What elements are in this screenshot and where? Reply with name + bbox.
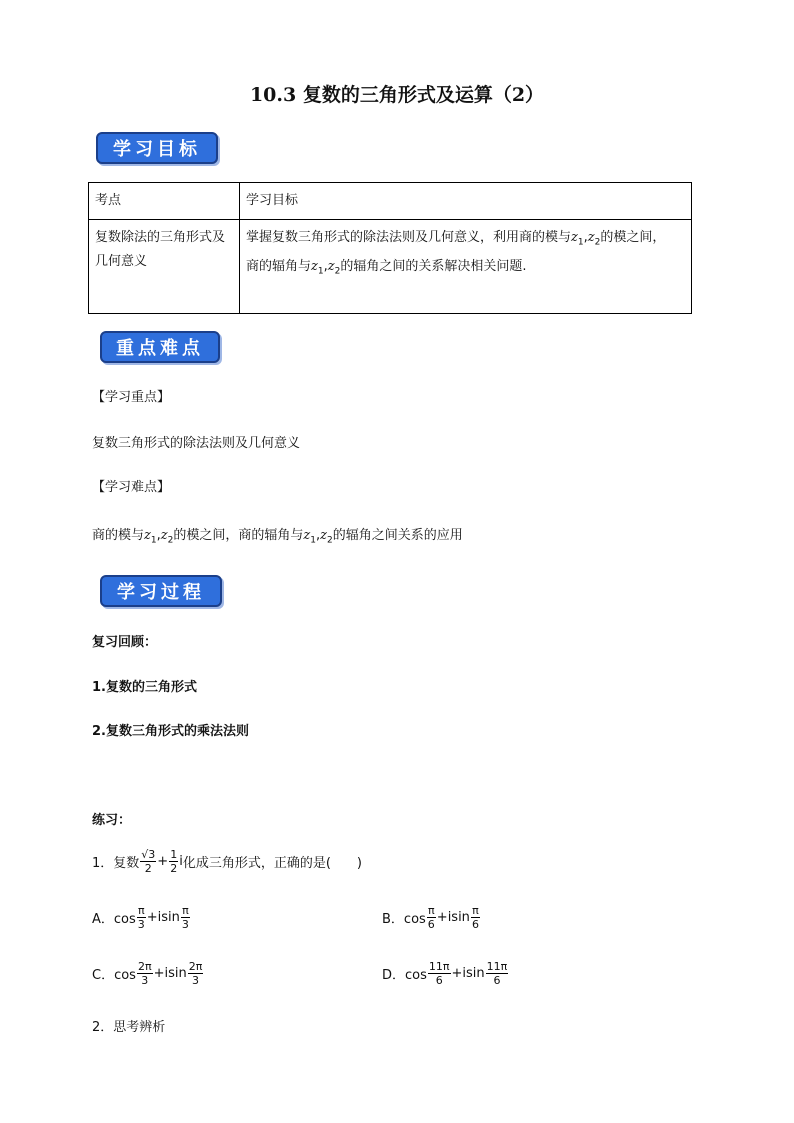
focus-label: 【学习重点】 — [92, 390, 171, 405]
goals-table — [88, 182, 692, 314]
banner-learning-process: 学习过程 — [100, 575, 222, 607]
focus-text: 复数三角形式的除法法则及几何意义 — [92, 436, 301, 451]
practice-label: 练习： — [92, 813, 132, 828]
difficulty-text: 商的模与$z_1,z_2$的模之间，商的辐角与$z_1,z_2$的辐角之间关系的应用 — [92, 528, 463, 546]
option-a: A．cos $\frac{\pi}{3}$ +isin $\frac{\pi}{3}$ — [92, 904, 189, 931]
question-2: 2．思考辨析 — [92, 1020, 166, 1035]
option-b: B．cos $\frac{\pi}{6}$ +isin $\frac{\pi}{6}$ — [382, 904, 479, 931]
table-cell-topic: 复数除法的三角形式及几何意义 — [89, 220, 240, 314]
review-item-2: 2.复数三角形式的乘法法则 — [92, 724, 249, 739]
fraction-1-over-2: $\frac{1}{2}$ — [170, 848, 178, 875]
fraction-sqrt3-over-2: $\frac{√3}{2}$ — [141, 848, 156, 875]
option-c: C．cos $\frac{2\pi}{3}$ +isin $\frac{2\pi}{3}$ — [92, 960, 203, 987]
table-row — [89, 183, 692, 220]
table-header-goal: 学习目标 — [240, 183, 692, 220]
table-header-topic: 考点 — [89, 183, 240, 220]
banner-key-points: 重点难点 — [100, 331, 220, 363]
difficulty-label: 【学习难点】 — [92, 480, 171, 495]
table-cell-goal: 掌握复数三角形式的除法法则及几何意义，利用商的模与$z_1,z_2$的模之间， 商的辐角与$z_1,z_2$的辐角之间的关系解决相关问题. — [240, 220, 692, 314]
page-title: 10.3 复数的三角形式及运算（2） — [249, 84, 545, 106]
banner-learning-goals: 学习目标 — [96, 132, 218, 164]
table-row — [89, 220, 692, 314]
review-label: 复习回顾： — [92, 635, 158, 650]
option-d: D．cos $\frac{11\pi}{6}$ +isin $\frac{11\pi}{6}$ — [382, 960, 508, 987]
question-1: 1．复数 $\frac{√3}{2}$ + $\frac{1}{2}$ i 化成三角形式，正确的是( ) — [92, 848, 362, 875]
review-item-1: 1.复数的三角形式 — [92, 680, 197, 695]
